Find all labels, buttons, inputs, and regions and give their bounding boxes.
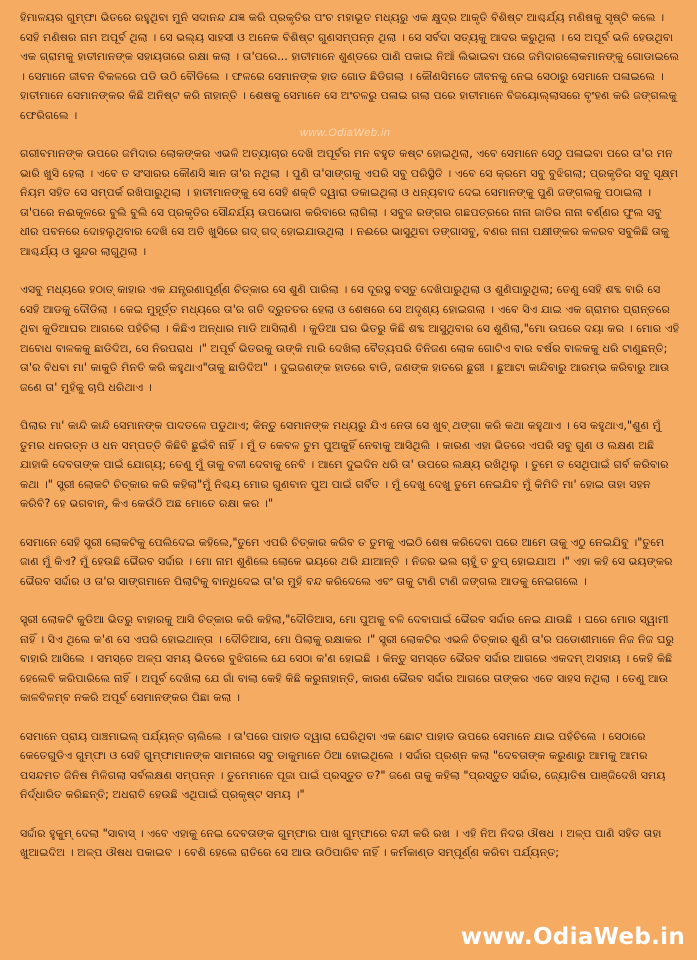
paragraph-4: ପିଲାର ମା' କାନ୍ଦି କାନ୍ଦି ସେମାନଙ୍କ ପାଦତଳେ ପଡୁଥାଏ; କିନ୍ତୁ ସେମାନଙ୍କ ମଧ୍ୟରୁ ଯିଏ ନେତା ସେ ଖୁବ୍ ଥଙ୍ଗା କରି କଥା କହୁଥାଏ । ସେ କହୁଥାଏ,"ଶୁଣ ମୁଁ ତୁମର ଧନରତ୍ନ ଓ ଧନ ସମ୍ପତ୍ତି କିଛିବି ଛୁଇଁବି ନାହିଁ । ମୁଁ ତ କେବଳ ତୁମ ପୁଅକୁହିଁ ନେବାକୁ ଆସିଥିଲି । କାରଣ ଏହା ଭିତରେ ଏପରି ସବୁ ଗୁଣ ଓ ଲକ୍ଷଣ ଅଛି ଯାହାକି ଦେବତାଙ୍କ ପାଇଁ ଯୋଗ୍ୟ; ତେଣୁ ମୁଁ ତାକୁ ବଳୀ ଦେବାକୁ ନେବି । ଆମେ ଦୁଇଦିନ ଧରି ତା' ଉପରେ ଲକ୍ଷ୍ୟ ରଖିଥିଲୁ । ତୁମେ ତ ସେଥିପାଇଁ ଗର୍ବ କରିବାର କଥା ।" ସ୍ତ୍ରୀ ଲୋକଟି ଚିତ୍କାର କରି କହିଲା"ମୁଁ ନିଶ୍ଚୟ ମୋର ଗୁଣବାନ ପୁଅ ପାଇଁ ଗର୍ବିତ । ମୁଁ ଦେଖୁ ଦେଖୁ ତୁମେ ନେଇଯିବ ମୁଁ କିମିତି ମା' ହୋଇ ତାହା ସହନ କରିବି? ହେ ଭଗବାନ୍, କିଏ କେଉଁଠି ଅଛ ମୋତେ ରକ୍ଷା କର ।"	[20, 419, 669, 510]
paragraph-2: ଗରୀବମାନଙ୍କ ଉପରେ ଜମିଦାର ଲୋକଙ୍କର ଏଭଳି ଅତ୍ୟାଚାର ଦେଖି ଅପୂର୍ବର ମନ ବହୁତ କଷ୍ଟ ହୋଇଥିଲା, ଏବେ ସେମାନେ ସେଠୁ ପଳାଇବା ପରେ ତା'ର ମନ ଭାରି ଖୁସି ହେଲା । ଏବେ ତ ସଂସାରର କୌଣସି ଜ୍ଞାନ ତା'ର ନଥିଲା । ପୁଣି ତା'ସାଙ୍ଗକୁ ଏପରି ସବୁ ପରିସ୍ଥିତି । ଏବେ ସେ କ୍ରମେ ସବୁ ବୁଝିଗଲା; ପ୍ରକୃତିର ସବୁ ସୂକ୍ଷ୍ମ ନିୟମ ସହିତ ସେ ସମ୍ପର୍କ ରଖିପାରୁଥିଲା । ହାତୀମାନଙ୍କୁ ସେ ସେହି ଶକ୍ତି ଦ୍ୱାରା ଡକାଇଥିଲା ଓ ଧନ୍ୟବାଦ ଦେଇ ସେମାନଙ୍କୁ ପୁଣି ଜଙ୍ଗଲକୁ ପଠାଇଲା । ତା'ପରେ ନଈକୂଳରେ ବୁଲି ବୁଲି ସେ ପ୍ରକୃତିର ସୌନ୍ଦର୍ଯ୍ୟ ଉପଭୋଗ କରିବାରେ ଲାଗିଲା । ସବୁଜ ରଙ୍ଗର ଗଛପତ୍ରରେ ନାନା ଜାତିର ନାନା ବର୍ଣ୍ଣର ଫୁଲ ସବୁ ଧୀର ପବନରେ ଦୋହଲୁଥିବାର ଦେଖି ସେ ଅତି ଖୁସିରେ ଗଦ୍ ଗଦ୍ ହୋଇଯାଉଥିଲା । ନଈରେ ଭାସୁଥିବା ଡଙ୍ଗାସବୁ, ବଣର ନାନା ପକ୍ଷୀଙ୍କର କଳରବ ସବୁକିଛି ତାକୁ ଆଶ୍ଚର୍ଯ୍ୟ ଓ ସୁନ୍ଦର ଲାଗୁଥିଲା ।	[20, 147, 679, 258]
site-watermark: www.OdiaWeb.in	[300, 127, 391, 139]
paragraph-7: ସେମାନେ ପ୍ରାୟ ପାଞ୍ଚମାଇଲ୍ ପର୍ଯ୍ୟନ୍ତ ଚାଲିଲେ । ତା'ପରେ ପାହାଡ ଦ୍ୱାରା ଘେରିଥିବା ଏକ ଛୋଟ ପାହାଡ ଉପରେ ସେମାନେ ଯାଇ ପହଁଚିଲେ । ସେଠାରେ କେତେଗୁଡିଏ ଗୁମ୍ଫା ଓ ସେହି ଗୁମ୍ଫାମାନଙ୍କ ସାମନାରେ ସବୁ ଡାକୁମାନେ ଠିଆ ହୋଇଥିଲେ । ସର୍ଦ୍ଦାର ପ୍ରଶ୍ନ କଲା "ଦେବତାଙ୍କ କରୁଣାରୁ ଆମକୁ ଆମର ପସନ୍ଦମତ ଜିନିଷ ମିଳିଗଲା ସର୍ବଲକ୍ଷଣ ସମ୍ପନ୍ନ । ତୁମେମାନେ ପୂଜା ପାଇଁ ପ୍ରସ୍ତୁତ ତ?" ଜଣେ ତାକୁ କହିଲା "ପ୍ରସ୍ତୁତ ସର୍ଦ୍ଦାର, ଜ୍ୟୋତିଷ ପାଞ୍ଜିଦେଖି ସମୟ ନିର୍ଦ୍ଧାରିତ କରିଛନ୍ତି; ଅଧରାତି ହେଉଛି ଏଥିପାଇଁ ପ୍ରକୃଷ୍ଟ ସମୟ ।"	[20, 729, 666, 801]
paragraph-6: ସ୍ତ୍ରୀ ଲୋକଟି କୁଡିଆ ଭିତରୁ ବାହାରକୁ ଆସି ଚିତ୍କାର କରି କହିଲା,"ଦୌଡିଆସ, ମୋ ପୁଅକୁ ବଳି ଦେବାପାଇଁ ଭୈରବ ସର୍ଦ୍ଦାର ନେଇ ଯାଉଛି । ଘରେ ମୋର ସ୍ୱାମୀ ନାହିଁ । ସିଏ ଥିଲେ କ'ଣ ସେ ଏପରି ହୋଇଥାନ୍ତା । ଦୌଡିଆସ, ମୋ ପିଲାକୁ ରକ୍ଷାକର ।" ସ୍ତ୍ରୀ ଲୋକଟିର ଏଭଳି ଚିତ୍କାର ଶୁଣି ତା'ର ପଡୋଶୀମାନେ ନିଜ ନିଜ ଘରୁ ବାହାରି ଆସିଲେ । ସମସ୍ତେ ଅଳ୍ପ ସମୟ ଭିତରେ ବୁଝିଗଲେ ଯେ ସେଠା କ'ଣ ହୋଇଛି । କିନ୍ତୁ ସମସ୍ତେ ଭୈରବ ସର୍ଦ୍ଦାର ଆଗରେ ଏକଦମ୍ ଅସହାୟ । କେହି କିଛି ହେଲେବି କରିପାରିଲେ ନାହିଁ । ଅପୂର୍ବ ଦେଖିଲା ଯେ ଗାଁ ବାଲା କେହି କିଛି କରୁନାହାନ୍ତି, କାରଣ ଭୈରବ ସର୍ଦ୍ଦାର ଆଗରେ ତାଙ୍କର ଏତେ ସାହସ ନଥିଲା । ତେଣୁ ଆଉ କାଳବିଳମ୍ବ ନକରି ଅପୂର୍ବ ସେମାନଙ୍କର ପିଛା କଲା ।	[20, 613, 675, 704]
paragraph-8: ସର୍ଦ୍ଦାର ହୁକୁମ୍ ଦେଲା "ସାବାସ୍ । ଏବେ ଏହାକୁ ନେଇ ଦେବତାଙ୍କ ଗୁମ୍ଫାର ପାଖ ଗୁମ୍ଫାରେ ବନ୍ଦୀ କରି ରଖ । ଏହି ନିଅ ନିଦର ଔଷଧ । ଅଳ୍ପ ପାଣି ସହିତ ତାହା ଖୁଆଇଦିଅ । ଅଳ୍ପ ଔଷଧ ପକାଇବ । ବେଶି ହେଲେ ରାତିରେ ସେ ଆଉ ଉଠିପାରିବ ନାହିଁ । କର୍ମକାଣ୍ଡ ସମ୍ପୂର୍ଣ୍ଣ କରିବା ପର୍ଯ୍ୟନ୍ତ;	[20, 826, 662, 859]
paragraph-3: ଏସବୁ ମଧ୍ୟରେ ହଠାତ୍ କାହାର ଏକ ଯନ୍ତ୍ରଣାପୂର୍ଣ୍ଣ ଚିତ୍କାର ସେ ଶୁଣି ପାରିଲା । ସେ ଦୂରସ୍ଥ ବସ୍ତୁ ଦେଖିପାରୁଥିଲା ଓ ଶୁଣିପାରୁଥିଲା; ତେଣୁ ସେହି ଶବ୍ଦ ବାରି ସେ ସେହି ଆଡକୁ ଦୌଡିଲା । କେଇ ମୁହୂର୍ତ୍ତ ମଧ୍ୟରେ ତା'ର ଗତି ଦ୍ରୁତତର ହେଲା ଓ ଶେଷରେ ସେ ଅଦୃଶ୍ୟ ହୋଇଗଲା । ଏବେ ସିଏ ଯାଇ ଏକ ଗ୍ରାମର ପ୍ରାନ୍ତରେ ଥିବା କୁଡିଆଘର ଆଗରେ ପହଁଚିଲା । କିଛିଏ ଅନ୍ଧାର ମାଡି ଆସିଲାଣି । କୁଡିଆ ଘର ଭିତରୁ କିଛି ଶବ୍ଦ ଆସୁଥିବାର ସେ ଶୁଣିଲା,"ମୋ ଉପରେ ଦୟା କର । ମୋର ଏହି ଅବୋଧ ବାଳକକୁ ଛାଡିଦିଅ, ସେ ନିରପରାଧ ।" ଅପୂର୍ବ ଭିତରକୁ ଉଙ୍କି ମାରି ଦେଖିଲା ବୈତ୍ୟପରି ତିନିଜଣ ଲୋକ ଗୋଟିଏ ବାର ବର୍ଷର ବାଳକକୁ ଧରି ଟାଣୁଛନ୍ତି; ତା'ର ବିଧବା ମା' କାକୁତି ମିନତି କରି କହୁଥାଏ"ତାକୁ ଛାଡିଦିଅ" । ଦୁଇଜଣଙ୍କ ହାତରେ ବାଡି, ଜଣଙ୍କ ହାତରେ ଛୁରୀ । ଛୁଆଟା କାନ୍ଦିବାରୁ ଆରମ୍ଭ କରିବାରୁ ଆଉ ଜଣେ ତା' ମୁହଁକୁ ଚାପି ଧରିଥାଏ ।	[20, 283, 680, 394]
footer-site-brand: www.OdiaWeb.in	[460, 924, 685, 950]
paragraph-5: ସେମାନେ ସେହି ସ୍ତ୍ରୀ ଲୋକଟିକୁ ପେଲିଦେଇ କହିଲେ,"ତୁମେ ଏପରି ଚିତ୍କାର କରିବ ତ ତୁମକୁ ଏଇଠି ଶେଷ କରିଦେବା ପରେ ଆମେ ତାକୁ ଏଠୁ ନେଇଯିବୁ ।"ତୁମେ ଜାଣ ମୁଁ କିଏ? ମୁଁ ହେଉଛି ଭୈରବ ସର୍ଦ୍ଦାର । ମୋ ନାମ ଶୁଣିଲେ ଲୋକେ ଭୟରେ ଥରି ଯାଆନ୍ତି । ନିଜର ଭଲ ଚାହୁଁ ତ ଚୁପ୍ ହୋଇଯାଅ ।" ଏହା କହି ସେ ଭୟଙ୍କର ଭୈରବ ସର୍ଦ୍ଦାର ଓ ତା'ର ସାଙ୍ଗମାନେ ପିଲାଟିକୁ ବାନ୍ଧିଦେଇ ତା'ର ମୁହଁ ବନ୍ଦ କରିଦେଲେ ଏବଂ ତାକୁ ଟାଣି ଟାଣି ଜଙ୍ଗଲ ଆଡକୁ ନେଇଗଲେ ।	[20, 535, 673, 588]
paragraph-1: ହିମାଳୟର ଗୁମ୍ଫା ଭିତରେ ରହୁଥିବା ମୁନି ସଦାନନ୍ଦ ଯଜ୍ଞ କରି ପ୍ରକୃତିର ପଂଚ ମହାଭୂତ ମଧ୍ୟରୁ ଏକ କ୍ଷୁଦ୍ର ଆକୃତି ବିଶିଷ୍ଟ ଆଶ୍ଚର୍ଯ୍ୟ ମଣିଷକୁ ସୃଷ୍ଟି କଲେ । ସେହି ମଣିଷର ନାମ ଅପୂର୍ବ ଥିଲା । ସେ ଭଲ୍ୟ ସାହସୀ ଓ ଅନେକ ବିଶିଷ୍ଟ ଗୁଣସମ୍ପନ୍ନ ଥିଲା । ସେ ସର୍ବଦା ସତ୍ୟକୁ ଆଦର କରୁଥିଲା । ସେ ଅପୂର୍ବ ଭଳି ହେଉଥିବା ଏକ ଗ୍ରାମକୁ ହାତୀମାନଙ୍କ ସହାୟତାରେ ରକ୍ଷା କଲା । ତା'ପରେ... ହାତୀମାନେ ଶୁଣ୍ଡରେ ପାଣି ପକାଇ ନିଆଁ ଲିଭାଇବା ପରେ ଜମିଦାରଲୋକମାନଙ୍କୁ ଗୋଡାଇଲେ । ସେମାନେ ଜୀବନ ବିକଳରେ ପଡି ଉଠି ବୌଡିଲେ । ଫଳରେ ସେମାନଙ୍କ ହାତ ଗୋଡ ଛିଡିଗଲା । କୌଣସିମତେ ଜୀବନକୁ ନେଇ ସେଠାରୁ ସେମାନେ ପଳାଇଲେ । ହାତୀମାନେ ସେମାନଙ୍କର କିଛି ଅନିଷ୍ଟ କରି ନାହାନ୍ତି । ଶେଷକୁ ସେମାନେ ସେ ଅଂଚଳରୁ ପଳାଇ ଗଲା ପରେ ହାତୀମାନେ ବିଜୟୋଲ୍ଲାସରେ ବୃଂହଣ କରି ଜଙ୍ଗଲକୁ ଫେରିଗଲେ ।	[20, 11, 680, 122]
